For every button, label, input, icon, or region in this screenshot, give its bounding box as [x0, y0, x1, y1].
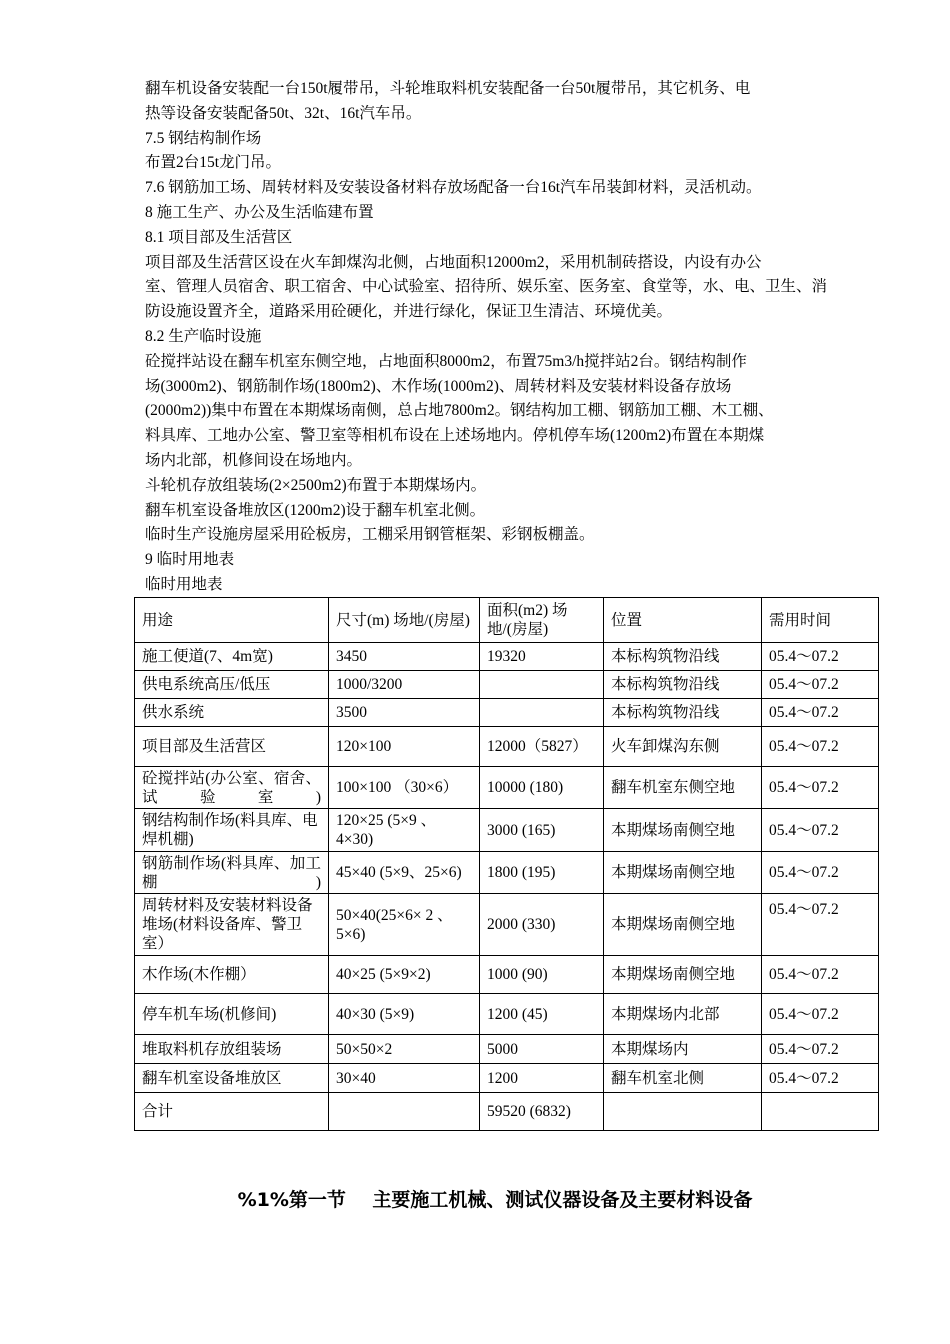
table-cell: 50×40(25×6× 2 、5×6): [329, 894, 480, 956]
table-cell: 本标构筑物沿线: [604, 643, 762, 671]
table-cell: 停车机车场(机修间): [135, 994, 329, 1035]
table-cell: 本期煤场南侧空地: [604, 852, 762, 894]
table-caption: 临时用地表: [145, 575, 223, 593]
table-cell: 10000 (180): [480, 767, 604, 809]
table-cell: 1800 (195): [480, 852, 604, 894]
table-header-row: [135, 598, 879, 643]
section-heading: 8.2 生产临时设施: [145, 327, 262, 345]
table-cell: 05.4～07.2: [762, 1064, 879, 1093]
table-row: [135, 1064, 879, 1093]
table-cell: 05.4～07.2: [762, 809, 879, 852]
paragraph-line: 砼搅拌站设在翻车机室东侧空地，占地面积8000m2，布置75m3/h搅拌站2台。钢结构制作: [145, 352, 747, 370]
table-cell: 翻车机室北侧: [604, 1064, 762, 1093]
table-cell: 40×30 (5×9): [329, 994, 480, 1035]
table-cell: 05.4～07.2: [762, 767, 879, 809]
header-cell: 位置: [604, 598, 762, 643]
table-cell: 05.4～07.2: [762, 671, 879, 699]
table-cell: 1000 (90): [480, 956, 604, 994]
table-cell: 50×50×2: [329, 1035, 480, 1064]
table-cell: 05.4～07.2: [762, 852, 879, 894]
table-row: [135, 767, 879, 809]
table-cell: [604, 1093, 762, 1131]
header-cell: 面积(m2) 场地/(房屋): [480, 598, 604, 643]
paragraph-line: 翻车机设备安装配一台150t履带吊，斗轮堆取料机安装配备一台50t履带吊，其它机务、电: [145, 80, 751, 97]
paragraph-line: 热等设备安装配备50t、32t、16t汽车吊。: [145, 104, 422, 122]
table-cell: 1000/3200: [329, 671, 480, 699]
table-total-row: [135, 1093, 879, 1131]
table-row: [135, 994, 879, 1035]
table-row: [135, 699, 879, 727]
table-cell: 05.4～07.2: [762, 727, 879, 767]
table-cell: 05.4～07.2: [762, 643, 879, 671]
table-row: [135, 1035, 879, 1064]
section-heading: 9 临时用地表: [145, 551, 235, 569]
header-cell: 尺寸(m) 场地/(房屋): [329, 598, 480, 643]
table-cell: 本期煤场南侧空地: [604, 809, 762, 852]
section-heading: 8.1 项目部及生活营区: [145, 228, 293, 246]
table-cell: 钢筋制作场(料具库、加工棚): [135, 852, 329, 894]
table-cell: 本期煤场南侧空地: [604, 894, 762, 956]
table-cell: [762, 1093, 879, 1131]
table-cell: [329, 1093, 480, 1131]
section-heading: 7.5 钢结构制作场: [145, 129, 262, 147]
table-row: [135, 727, 879, 767]
table-cell: 12000（5827）: [480, 727, 604, 767]
table-cell: 翻车机室设备堆放区: [135, 1064, 329, 1093]
land-use-table: [134, 597, 879, 1131]
table-cell: 周转材料及安装材料设备堆场(材料设备库、警卫室）: [135, 894, 329, 956]
table-cell: 合计: [135, 1093, 329, 1131]
header-cell: 用途: [135, 598, 329, 643]
table-cell: 120×100: [329, 727, 480, 767]
table-cell: 供电系统高压/低压: [135, 671, 329, 699]
paragraph-line: 临时生产设施房屋采用砼板房，工棚采用钢管框架、彩钢板棚盖。: [145, 526, 595, 544]
table-cell: 1200: [480, 1064, 604, 1093]
section-heading: 8 施工生产、办公及生活临建布置: [145, 203, 374, 221]
table-cell: 59520 (6832): [480, 1093, 604, 1131]
paragraph-line: 项目部及生活营区设在火车卸煤沟北侧，占地面积12000m2，采用机制砖搭设，内设有办公: [145, 253, 762, 271]
table-cell: 3000 (165): [480, 809, 604, 852]
table-row: [135, 671, 879, 699]
table-row: [135, 852, 879, 894]
table-cell: 120×25 (5×9 、4×30): [329, 809, 480, 852]
table-cell: 45×40 (5×9、25×6): [329, 852, 480, 894]
table-row: [135, 894, 879, 956]
paragraph-line: 料具库、工地办公室、警卫室等相机布设在上述场地内。停机停车场(1200m2)布置在本期煤: [145, 427, 765, 445]
table-row: [135, 956, 879, 994]
table-cell: 05.4～07.2: [762, 994, 879, 1035]
table-cell: 05.4～07.2: [762, 1035, 879, 1064]
paragraph-line: 防设施设置齐全，道路采用砼硬化，并进行绿化，保证卫生清洁、环境优美。: [145, 303, 673, 321]
body-text: [145, 77, 828, 598]
table-cell: 05.4～07.2: [762, 699, 879, 727]
table-cell: 火车卸煤沟东侧: [604, 727, 762, 767]
header-cell: 需用时间: [762, 598, 879, 643]
paragraph-line: (2000m2))集中布置在本期煤场南侧，总占地7800m2。钢结构加工棚、钢筋加工棚、木工棚、: [145, 402, 774, 420]
table-cell: 砼搅拌站(办公室、宿舍、试验室): [135, 767, 329, 809]
table-cell: 项目部及生活营区: [135, 727, 329, 767]
table-cell: 钢结构制作场(料具库、电焊机棚): [135, 809, 329, 852]
table-cell: 1200 (45): [480, 994, 604, 1035]
table-cell: 05.4～07.2: [762, 956, 879, 994]
table-row: [135, 643, 879, 671]
table-cell: 本期煤场南侧空地: [604, 956, 762, 994]
paragraph-line: 场内北部，机修间设在场地内。: [145, 451, 363, 469]
table-cell: 5000: [480, 1035, 604, 1064]
table-cell: 05.4～07.2: [762, 894, 879, 956]
table-cell: 本期煤场内北部: [604, 994, 762, 1035]
table-cell: 木作场(木作棚）: [135, 956, 329, 994]
section-title: %1%第一节 主要施工机械、测试仪器设备及主要材料设备: [237, 1189, 753, 1211]
table-cell: 100×100 （30×6）: [329, 767, 480, 809]
paragraph-line: 翻车机室设备堆放区(1200m2)设于翻车机室北侧。: [145, 501, 486, 519]
paragraph-line: 场(3000m2)、钢筋制作场(1800m2)、木作场(1000m2)、周转材料及安装材料设备存放场: [145, 377, 732, 395]
paragraph-line: 布置2台15t龙门吊。: [145, 154, 282, 172]
paragraph-line: 室、管理人员宿舍、职工宿舍、中心试验室、招待所、娱乐室、医务室、食堂等，水、电、卫生、消: [145, 278, 828, 296]
table-cell: [480, 671, 604, 699]
table-cell: 40×25 (5×9×2): [329, 956, 480, 994]
table-cell: 本标构筑物沿线: [604, 699, 762, 727]
paragraph-line: 斗轮机存放组装场(2×2500m2)布置于本期煤场内。: [145, 476, 487, 494]
table-cell: [480, 699, 604, 727]
table-cell: 30×40: [329, 1064, 480, 1093]
table-cell: 翻车机室东侧空地: [604, 767, 762, 809]
table-cell: 3500: [329, 699, 480, 727]
table-cell: 堆取料机存放组装场: [135, 1035, 329, 1064]
table-cell: 19320: [480, 643, 604, 671]
table-cell: 本标构筑物沿线: [604, 671, 762, 699]
table-cell: 2000 (330): [480, 894, 604, 956]
table-cell: 本期煤场内: [604, 1035, 762, 1064]
table-cell: 供水系统: [135, 699, 329, 727]
paragraph-line: 7.6 钢筋加工场、周转材料及安装设备材料存放场配备一台16t汽车吊装卸材料，灵活机动。: [145, 179, 762, 197]
table-row: [135, 809, 879, 852]
table-cell: 3450: [329, 643, 480, 671]
table-cell: 施工便道(7、4m宽): [135, 643, 329, 671]
